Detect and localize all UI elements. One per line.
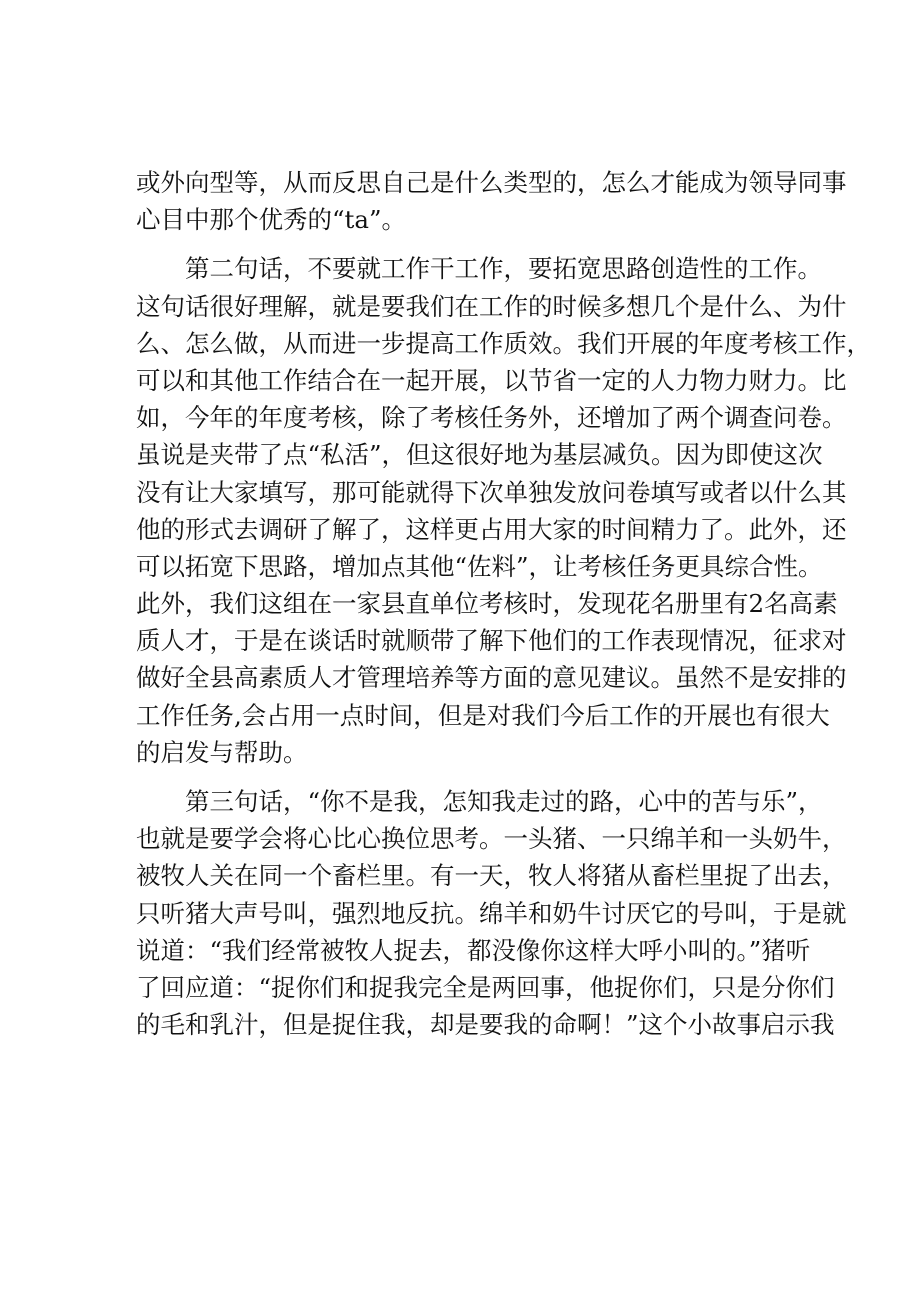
text-line: 质人才，于是在谈话时就顺带了解下他们的工作表现情况，征求对 [136,626,847,656]
text-line: 可以和其他工作结合在一起开展，以节省一定的人力物力财力。比 [136,365,847,395]
text-line: 做好全县高素质人才管理培养等方面的意见建议。虽然不是安排的 [136,663,847,693]
document-body [136,164,871,1055]
text-line: 的毛和乳汁，但是捉住我，却是要我的命啊！”这个小故事启示我 [136,1010,835,1040]
text-line: 被牧人关在同一个畜栏里。有一天，牧人将猪从畜栏里捉了出去， [136,861,847,891]
text-line: 没有让大家填写，那可能就得下次单独发放问卷填写或者以什么其 [136,477,847,507]
text-line: 第二句话，不要就工作干工作，要拓宽思路创造性的工作。 [185,254,822,284]
text-line: 了回应道：“捉你们和捉我完全是两回事，他捉你们，只是分你们 [136,972,835,1002]
text-line: 他的形式去调研了解了，这样更占用大家的时间精力了。此外，还 [136,514,847,544]
text-line: 如，今年的年度考核，除了考核任务外，还增加了两个调查问卷。 [136,403,847,433]
text-line: 或外向型等，从而反思自己是什么类型的，怎么才能成为领导同事 [136,168,847,197]
text-line: 第三句话，“你不是我，怎知我走过的路，心中的苦与乐”， [185,787,823,816]
text-line: 的启发与帮助。 [136,737,308,767]
text-line: 心目中那个优秀的“ta”。 [136,205,407,235]
text-line: 只听猪大声号叫，强烈地反抗。绵羊和奶牛讨厌它的号叫，于是就 [136,898,847,928]
text-line: 说道：“我们经常被牧人捉去，都没像你这样大呼小叫的。”猪听 [136,935,811,965]
text-line: 工作任务,会占用一点时间，但是对我们今后工作的开展也有很大 [136,700,830,730]
paragraph-3 [136,783,847,1043]
paragraph-1 [136,164,847,238]
text-line: 么、怎么做，从而进一步提高工作质效。我们开展的年度考核工作， [136,328,871,358]
text-line: 也就是要学会将心比心换位思考。一头猪、一只绵羊和一头奶牛， [136,824,847,854]
text-line: 可以拓宽下思路，增加点其他“佐料”，让考核任务更具综合性。 [136,551,823,581]
text-line: 这句话很好理解，就是要我们在工作的时候多想几个是什么、为什 [136,291,847,321]
paragraph-2 [136,250,871,771]
text-line: 虽说是夹带了点“私活”，但这很好地为基层减负。因为即使这次 [136,440,823,470]
text-line: 此外，我们这组在一家县直单位考核时，发现花名册里有2名高素 [136,589,838,619]
